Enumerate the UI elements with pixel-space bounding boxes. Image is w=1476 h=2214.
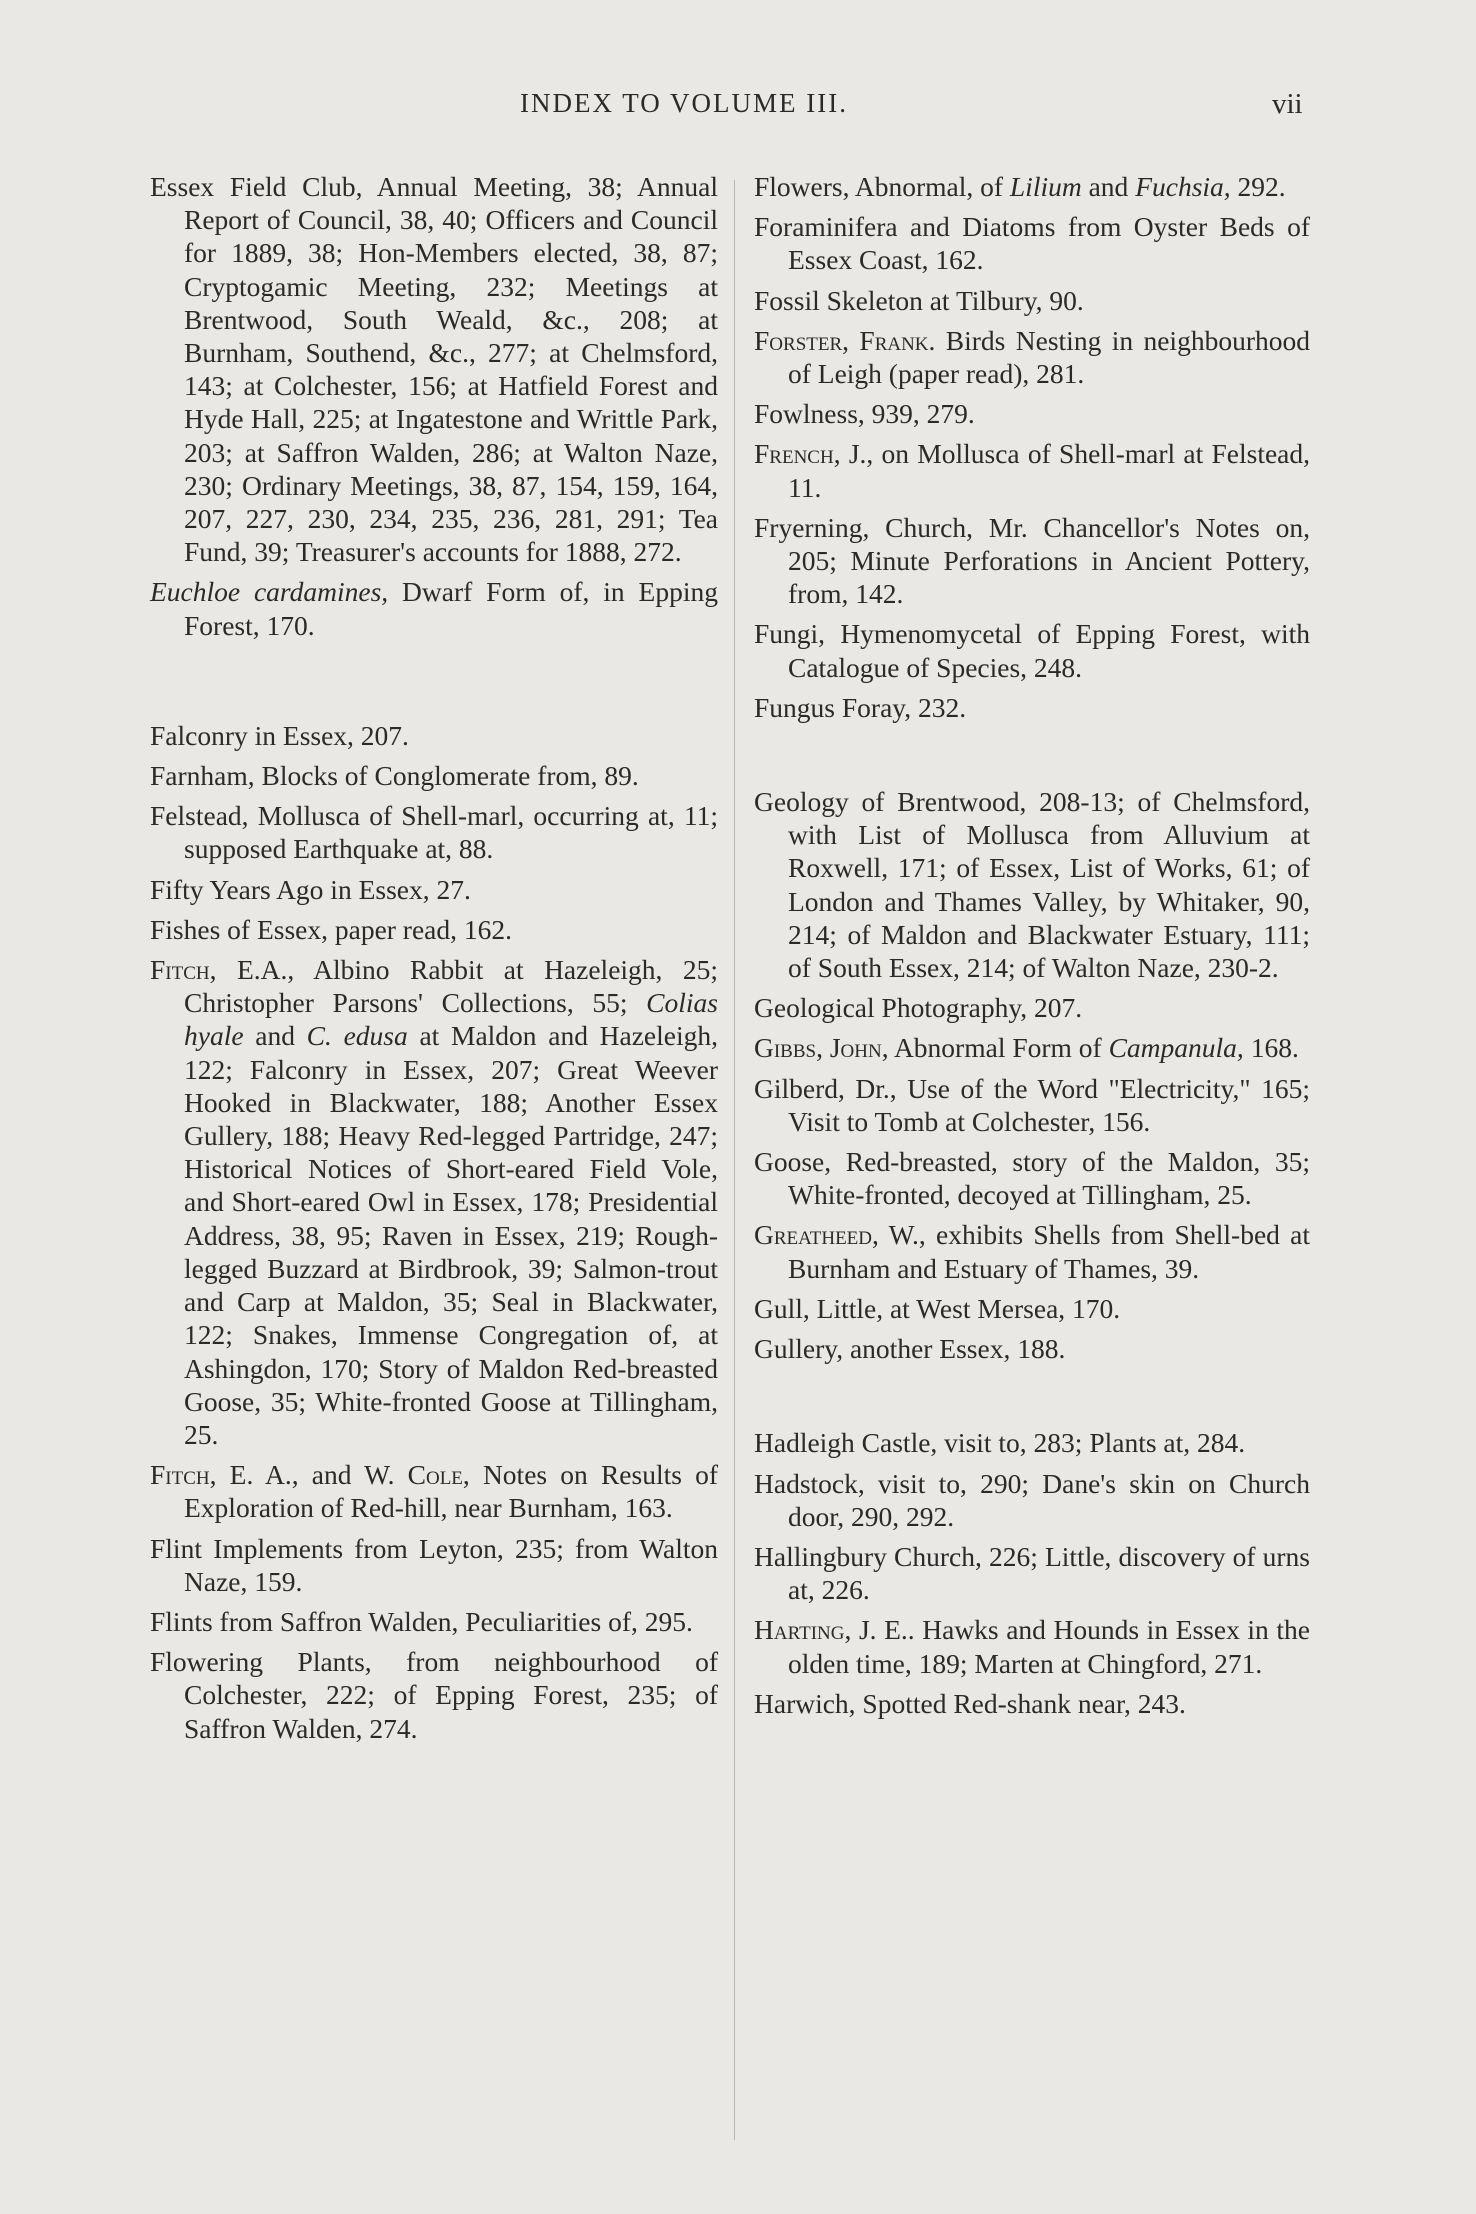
author-name: Gibbs, John, xyxy=(754,1032,889,1064)
entry-text: at Maldon and Hazeleigh, 122; Falconry in Essex, 207; Great Weever Hooked in Blackwater, 188; Another Essex Gullery, 188; Heavy Red-legged Partridge, 247; Historical Notices of Short-eared Field Vole, and Short-eared Owl in Essex, 178; Presidential Address, 38, 95; Raven in Essex, 219; Rough-legged Buzzard at Birdbrook, 39; Salmon-trout and Carp at Maldon, 35; Seal in Blackwater, 122; Snakes, Immense Congregation of, at Ashingdon, 170; Story of Maldon Red-breasted Goose, 35; White-fronted Goose at Tillingham, 25. xyxy=(184,1020,718,1450)
index-entry-fishes: Fishes of Essex, paper read, 162. xyxy=(150,913,512,945)
index-entry-foraminifera: Foraminifera and Diatoms from Oyster Beds of Essex Coast, 162. xyxy=(754,211,1310,276)
author-name: Cole, xyxy=(407,1459,470,1491)
index-entry-flowers xyxy=(754,170,1310,203)
index-entry-fitch xyxy=(150,953,718,1451)
entry-text: 292. xyxy=(1230,171,1286,202)
index-entry-goose: Goose, Red-breasted, story of the Maldon, 35; White-fronted, decoyed at Tillingham, 25. xyxy=(754,1146,1310,1211)
entry-text: Notes on Results of Exploration of Red-hill, near Burnham, 163. xyxy=(184,1459,718,1524)
index-entry-hadstock: Hadstock, visit to, 290; Dane's skin on Church door, 290, 292. xyxy=(754,1467,1310,1532)
index-entry-falconry: Falconry in Essex, 207. xyxy=(150,719,409,751)
index-entry-flints: Flints from Saffron Walden, Peculiarities of, 295. xyxy=(150,1605,693,1637)
species-name: Fuchsia, xyxy=(1135,171,1231,202)
index-entry-french xyxy=(754,437,1310,503)
index-entry-felstead: Felstead, Mollusca of Shell-marl, occurring at, 11; supposed Earthquake at, 88. xyxy=(150,800,718,865)
letter-section-gap xyxy=(754,731,1310,785)
index-entry-forster xyxy=(754,324,1310,390)
index-entry-geological-photography: Geological Photography, 207. xyxy=(754,992,1083,1024)
entry-text: Flowers, Abnormal, of xyxy=(754,171,1010,202)
index-entry-farnham: Farnham, Blocks of Conglomerate from, 89. xyxy=(150,760,639,792)
page-number: vii xyxy=(1272,88,1303,120)
index-entry-fossil-skeleton: Fossil Skeleton at Tilbury, 90. xyxy=(754,284,1084,316)
index-entry-euchloe xyxy=(150,575,718,641)
entry-text: Birds Nesting in neighbourhood of Leigh (paper read), 281. xyxy=(788,324,1310,390)
index-entry-flowering-plants: Flowering Plants, from neighbourhood of Colchester, 222; of Epping Forest, 235; of Saffron Walden, 274. xyxy=(150,1646,718,1744)
author-name: French, J., xyxy=(754,438,874,470)
page-header xyxy=(0,88,1476,128)
index-entry-hallingbury: Hallingbury Church, 226; Little, discovery of urns at, 226. xyxy=(754,1540,1310,1606)
index-entry-harting xyxy=(754,1613,1310,1679)
running-title: INDEX TO VOLUME III. xyxy=(520,88,848,118)
author-name: Harting, J. E.. xyxy=(754,1614,915,1646)
letter-section-gap xyxy=(754,1372,1310,1426)
entry-text: exhibits Shells from Shell-bed at Burnham and Estuary of Thames, 39. xyxy=(788,1219,1310,1284)
index-entry-geology: Geology of Brentwood, 208-13; of Chelmsford, with List of Mollusca from Alluvium at Roxwell, 171; of Essex, List of Works, 61; of London and Thames Valley, by Whitaker, 90, 214; of Maldon and Blackwater Estuary, 111; of South Essex, 214; of Walton Naze, 230-2. xyxy=(754,786,1310,984)
entry-text: and W. xyxy=(298,1459,408,1491)
column-divider xyxy=(734,180,735,2140)
author-name: Fitch, E.A., xyxy=(150,954,295,986)
index-entry-greatheed xyxy=(754,1218,1310,1284)
species-name: Colias hyale xyxy=(184,987,718,1052)
index-entry-fowlness: Fowlness, 939, 279. xyxy=(754,398,975,430)
author-name: Forster, Frank. xyxy=(754,324,936,356)
index-entry-gibbs xyxy=(754,1031,1310,1064)
index-entry-hadleigh: Hadleigh Castle, visit to, 283; Plants at, 284. xyxy=(754,1427,1246,1459)
index-entry-fungi: Fungi, Hymenomycetal of Epping Forest, with Catalogue of Species, 248. xyxy=(754,618,1310,683)
index-entry-fungus-foray: Fungus Foray, 232. xyxy=(754,691,967,723)
entry-text: Dwarf Form of, in Epping Forest, 170. xyxy=(184,576,718,641)
index-entry-gilberd: Gilberd, Dr., Use of the Word "Electricity," 165; Visit to Tomb at Colchester, 156. xyxy=(754,1072,1310,1137)
entry-text: and xyxy=(1081,171,1136,202)
entry-text: and xyxy=(243,1020,307,1052)
right-column xyxy=(754,170,1310,1727)
letter-section-gap xyxy=(150,649,718,719)
entry-text: 168. xyxy=(1243,1032,1299,1064)
author-name: Greatheed, W., xyxy=(754,1219,926,1251)
index-entry-harwich: Harwich, Spotted Red-shank near, 243. xyxy=(754,1687,1186,1719)
entry-text: Abnormal Form of xyxy=(888,1032,1109,1064)
author-name: Fitch, E. A., xyxy=(150,1459,299,1491)
index-entry-flint-implements: Flint Implements from Leyton, 235; from Walton Naze, 159. xyxy=(150,1532,718,1597)
species-name: Lilium xyxy=(1009,171,1082,202)
index-entry-fitch-cole xyxy=(150,1458,718,1524)
entry-text: on Mollusca of Shell-marl at Felstead, 11. xyxy=(788,438,1311,503)
index-entry-gull: Gull, Little, at West Mersea, 170. xyxy=(754,1292,1121,1324)
entry-text: Albino Rabbit at Hazeleigh, 25; Christopher Parsons' Collections, 55; xyxy=(184,954,719,1019)
index-entry-fryerning: Fryerning, Church, Mr. Chancellor's Notes on, 205; Minute Perforations in Ancient Pottery, from, 142. xyxy=(754,511,1310,610)
index-entry-fifty-years: Fifty Years Ago in Essex, 27. xyxy=(150,873,471,905)
species-name: Euchloe cardamines, xyxy=(150,576,389,608)
species-name: C. edusa xyxy=(306,1020,408,1052)
species-name: Campanula, xyxy=(1108,1032,1244,1064)
left-column xyxy=(150,170,718,1752)
index-entry-essex-field-club: Essex Field Club, Annual Meeting, 38; Annual Report of Council, 38, 40; Officers and Council for 1889, 38; Hon-Members elected, 38, 87; Cryptogamic Meeting, 232; Meetings at Brentwood, South Weald, &c., 208; at Burnham, Southend, &c., 277; at Chelmsford, 143; at Colchester, 156; at Hatfield Forest and Hyde Hall, 225; at Ingatestone and Writtle Park, 203; at Saffron Walden, 286; at Walton Naze, 230; Ordinary Meetings, 38, 87, 154, 159, 164, 207, 227, 230, 234, 235, 236, 281, 291; Tea Fund, 39; Treasurer's accounts for 1888, 272. xyxy=(150,171,718,568)
index-entry-gullery: Gullery, another Essex, 188. xyxy=(754,1333,1066,1365)
entry-text: Hawks and Hounds in Essex in the olden time, 189; Marten at Chingford, 271. xyxy=(788,1614,1310,1679)
